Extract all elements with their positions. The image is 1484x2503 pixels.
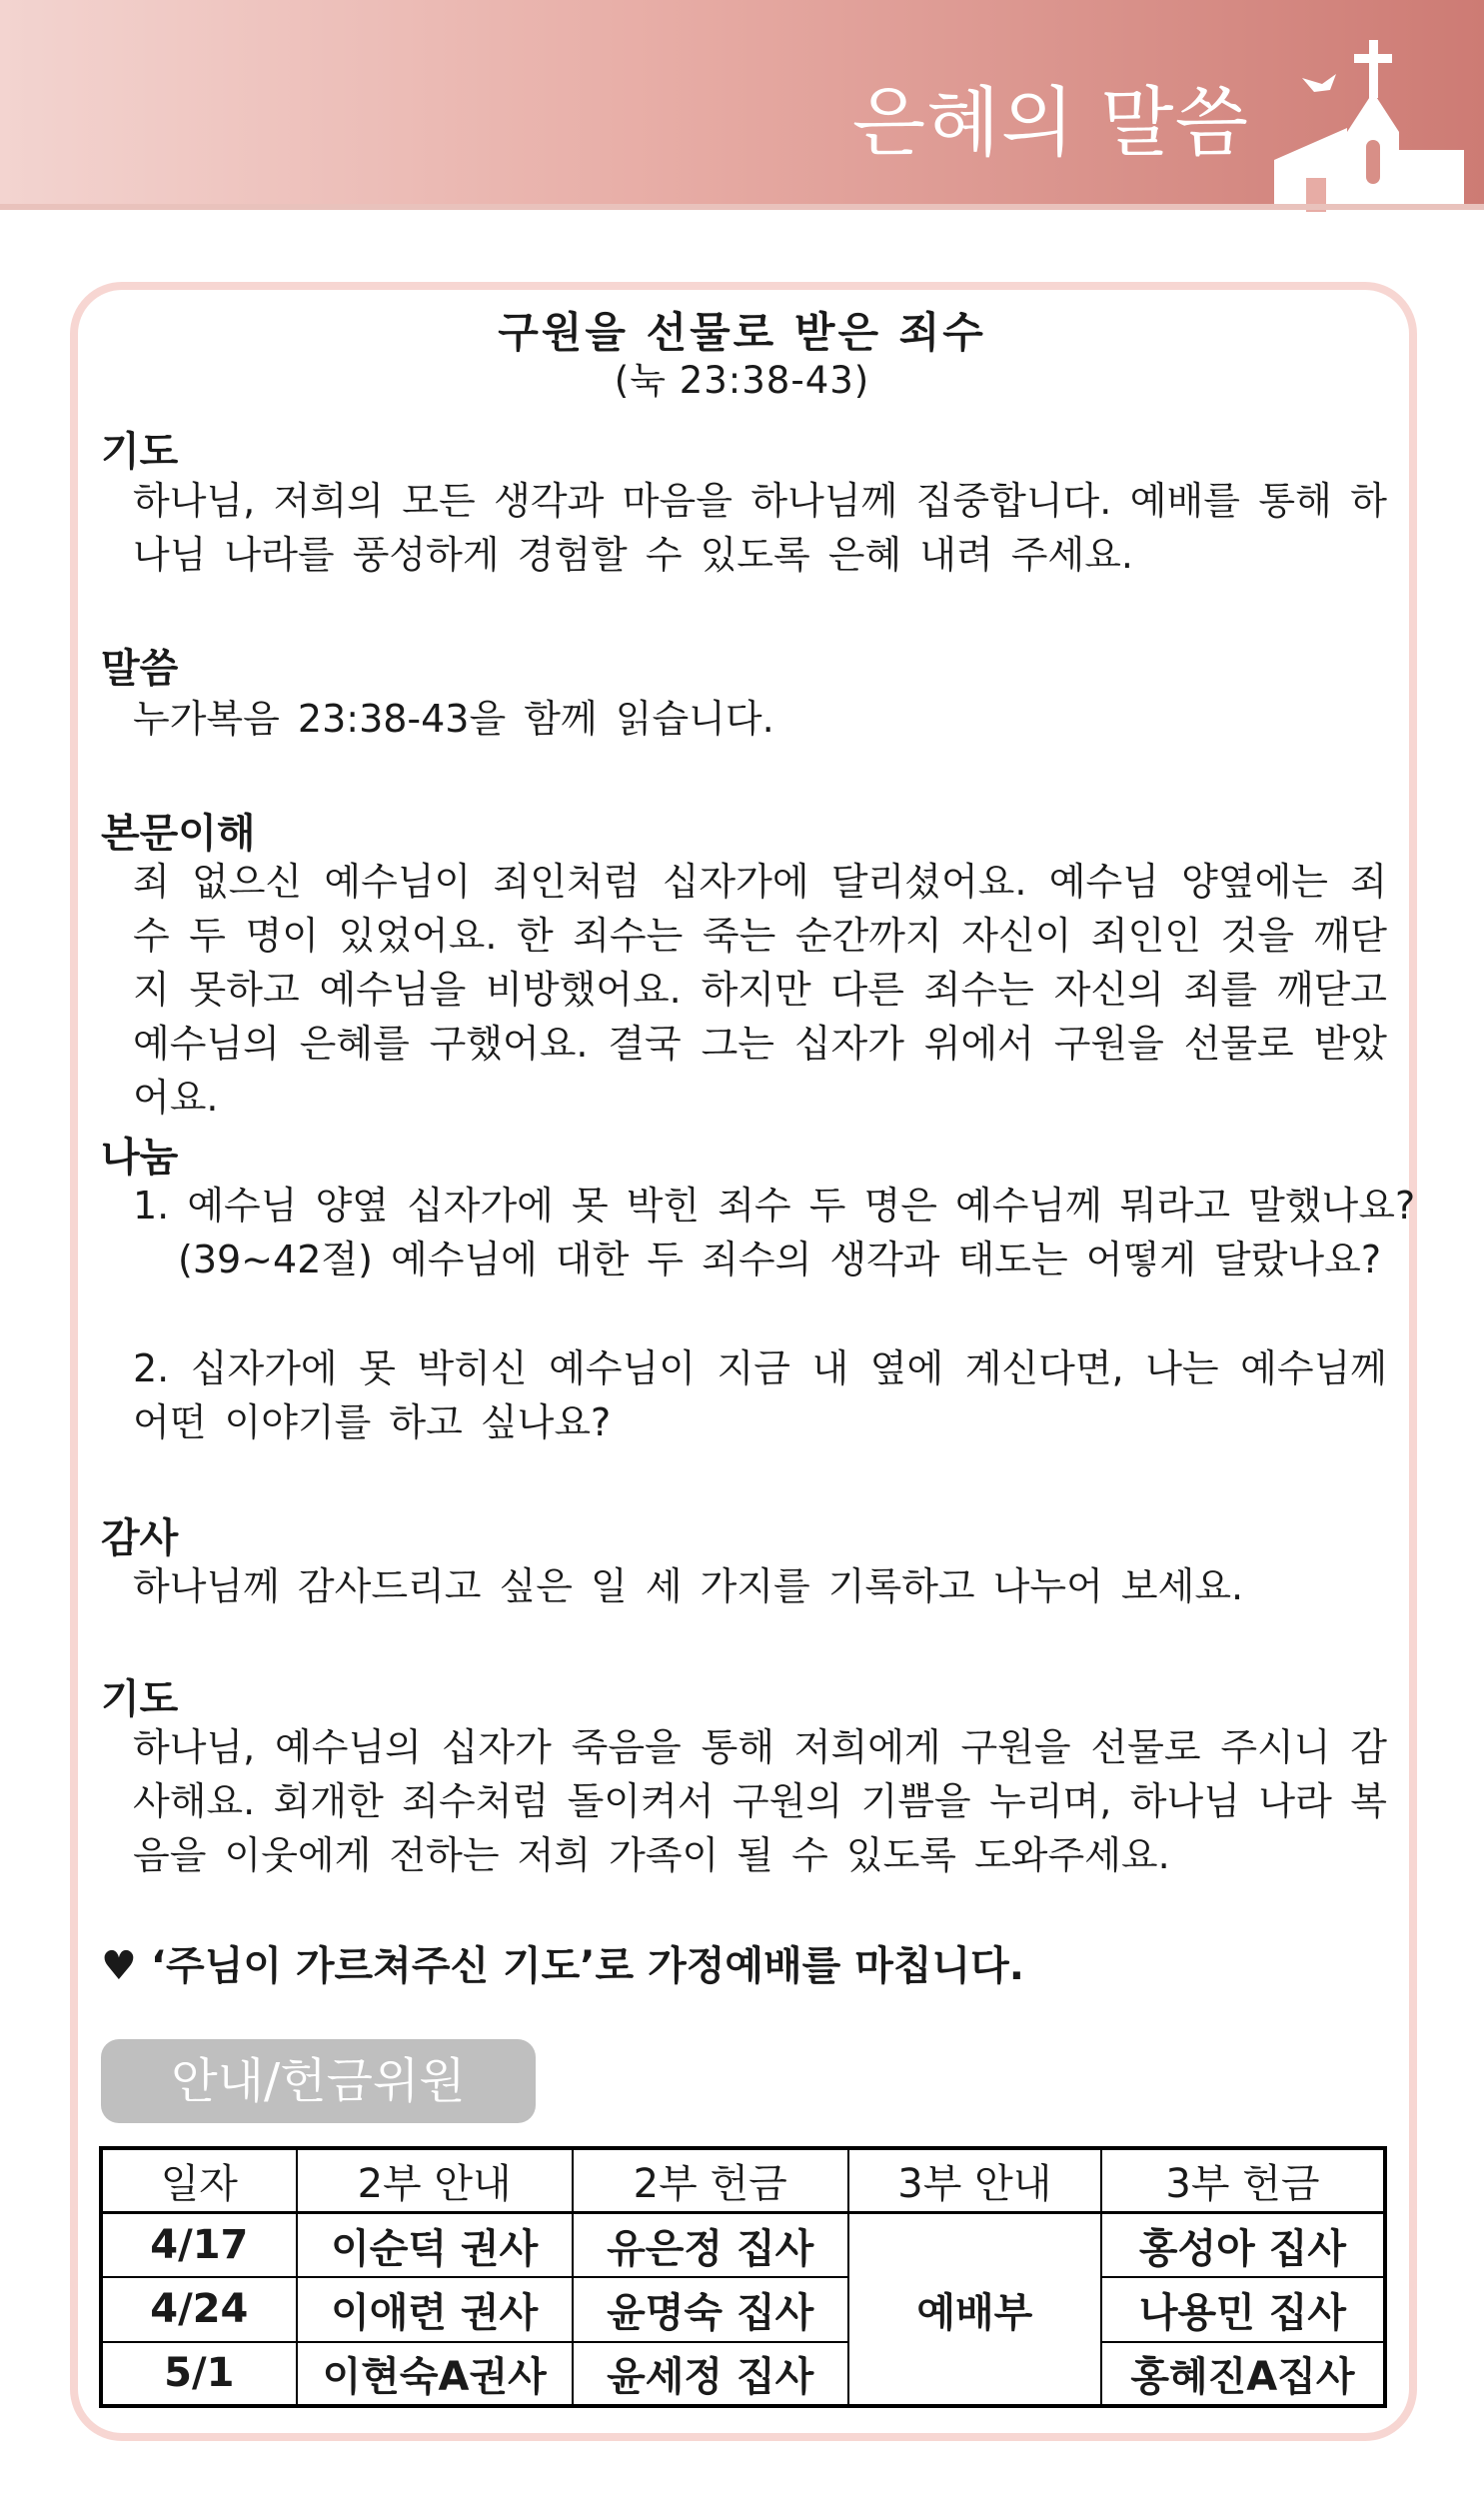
column-header-guide-3: 3부 안내 xyxy=(848,2148,1101,2213)
cell-offering-3: 홍성아 집사 xyxy=(1101,2213,1385,2278)
section-heading-understanding: 본문이해 xyxy=(101,811,256,857)
duty-table xyxy=(99,2146,1387,2408)
cell-guide-2: 이애련 권사 xyxy=(297,2277,573,2342)
duty-label: 안내/헌금위원 xyxy=(101,2039,536,2123)
table-row xyxy=(101,2342,1385,2407)
cell-guide-2: 이순덕 권사 xyxy=(297,2213,573,2278)
section-text-prayer: 하나님, 저희의 모든 생각과 마음을 하나님께 집중합니다. 예배를 통해 하나님 나라를 풍성하게 경험할 수 있도록 은혜 내려 주세요. xyxy=(133,479,1387,577)
section-text-understanding: 죄 없으신 예수님이 죄인처럼 십자가에 달리셨어요. 예수님 양옆에는 죄수 두 명이 있었어요. 한 죄수는 죽는 순간까지 자신이 죄인인 것을 깨닫지 못하고 예수님을 비방했어요. 하지만 다른 죄수는 자신의 죄를 깨닫고 예수님의 은혜를 구했어요. 결국 그는 십자가 위에서 구원을 선물로 받았어요. xyxy=(133,860,1387,1120)
sharing-question-2: 2. 십자가에 못 박히신 예수님이 지금 내 옆에 계신다면, 나는 예수님께 어떤 이야기를 하고 싶나요? xyxy=(133,1346,1387,1444)
section-heading-closing-prayer: 기도 xyxy=(101,1676,179,1722)
table-row xyxy=(101,2213,1385,2278)
cell-offering-2: 윤세정 집사 xyxy=(573,2342,848,2407)
closing-text: ‘주님이 가르쳐주신 기도’로 가정예배를 마칩니다. xyxy=(150,1943,1024,1989)
cell-guide-2: 이현숙A권사 xyxy=(297,2342,573,2407)
scripture-reference: (눅 23:38-43) xyxy=(614,359,870,402)
church-icon xyxy=(1274,40,1464,212)
table-row xyxy=(101,2277,1385,2342)
closing-note xyxy=(101,1934,1024,1991)
heart-icon: ♥ xyxy=(101,1943,137,1989)
cell-date: 4/24 xyxy=(101,2277,297,2342)
table-header-row xyxy=(101,2148,1385,2213)
sermon-title: 구원을 선물로 받은 죄수 xyxy=(498,308,986,357)
cell-guide-3-merged: 예배부 xyxy=(848,2213,1101,2407)
cell-date: 4/17 xyxy=(101,2213,297,2278)
section-heading-word: 말씀 xyxy=(101,646,179,692)
column-header-offering-2: 2부 헌금 xyxy=(573,2148,848,2213)
cell-offering-2: 유은정 집사 xyxy=(573,2213,848,2278)
cell-offering-3: 나용민 집사 xyxy=(1101,2277,1385,2342)
section-heading-thanks: 감사 xyxy=(101,1515,179,1561)
column-header-guide-2: 2부 안내 xyxy=(297,2148,573,2213)
sharing-question-1-line-2: (39~42절) 예수님에 대한 두 죄수의 생각과 태도는 어떻게 달랐나요? xyxy=(178,1238,1381,1281)
header-divider xyxy=(0,204,1484,210)
section-text-word: 누가복음 23:38-43을 함께 읽습니다. xyxy=(133,697,774,741)
cell-offering-2: 윤명숙 집사 xyxy=(573,2277,848,2342)
sharing-question-1-line-1: 1. 예수님 양옆 십자가에 못 박힌 죄수 두 명은 예수님께 뭐라고 말했나요? xyxy=(133,1184,1416,1228)
column-header-date: 일자 xyxy=(101,2148,297,2213)
section-heading-prayer: 기도 xyxy=(101,429,179,475)
header-title: 은혜의 말씀 xyxy=(851,78,1249,167)
cell-date: 5/1 xyxy=(101,2342,297,2407)
cell-offering-3: 홍혜진A집사 xyxy=(1101,2342,1385,2407)
column-header-offering-3: 3부 헌금 xyxy=(1101,2148,1385,2213)
section-heading-sharing: 나눔 xyxy=(101,1135,179,1181)
section-text-thanks: 하나님께 감사드리고 싶은 일 세 가지를 기록하고 나누어 보세요. xyxy=(133,1564,1244,1608)
section-text-closing-prayer: 하나님, 예수님의 십자가 죽음을 통해 저희에게 구원을 선물로 주시니 감사해요. 회개한 죄수처럼 돌이켜서 구원의 기쁨을 누리며, 하나님 나라 복음을 이웃에게 전하는 저희 가족이 될 수 있도록 도와주세요. xyxy=(133,1725,1387,1877)
header-banner xyxy=(0,0,1484,210)
